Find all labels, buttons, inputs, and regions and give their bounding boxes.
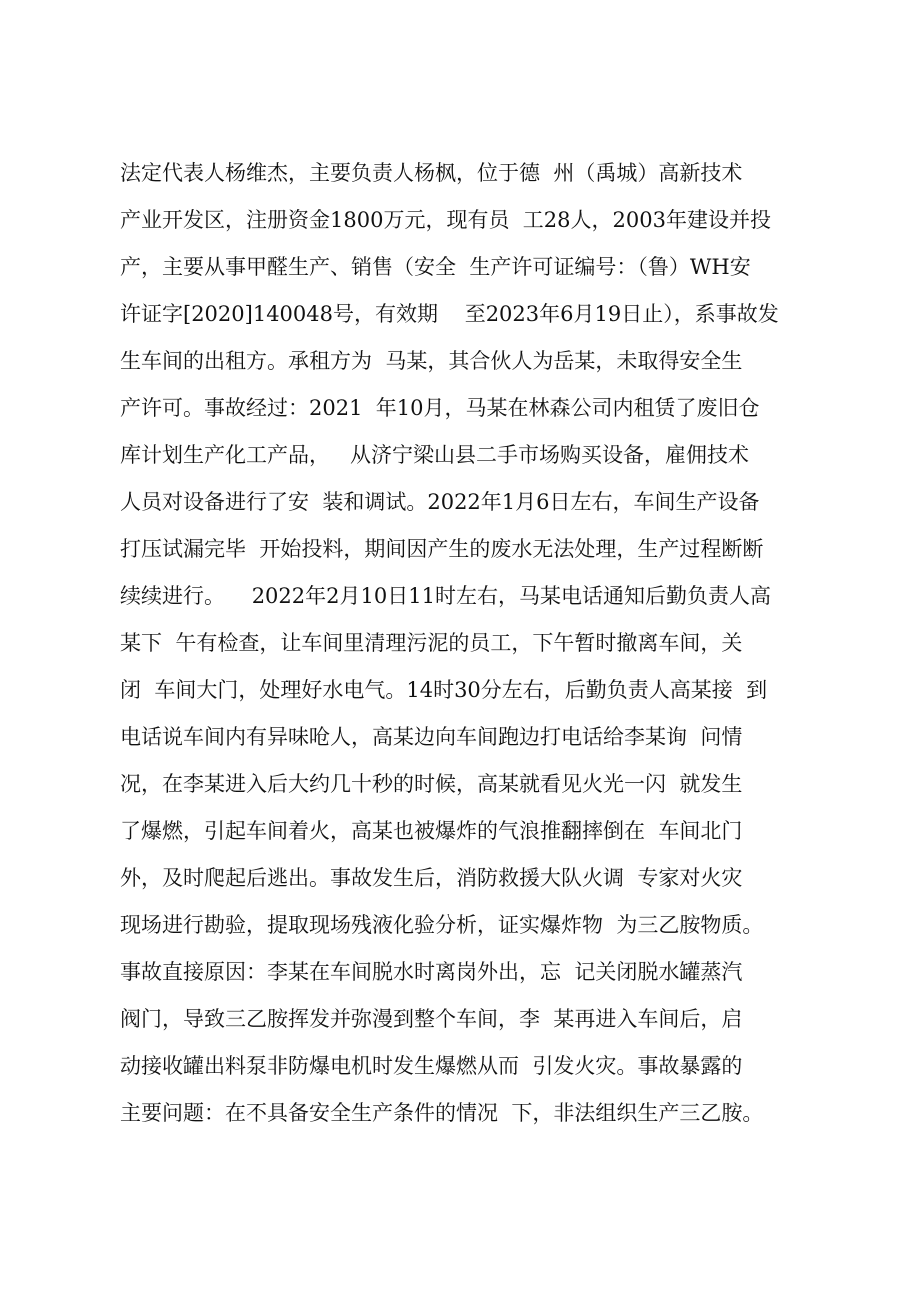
text-line: 闭 车间大门，处理好水电气。14时30分左右，后勤负责人高某接 到 [120, 678, 768, 702]
text-line: 外，及时爬起后逃出。事故发生后，消防救援大队火调 专家对火灾 [120, 866, 743, 890]
body-text [120, 150, 840, 1137]
text-line: 许证字[2020]140048号，有效期 至2023年6月19日止），系事故发 [120, 302, 779, 326]
text-line: 某下 午有检查，让车间里清理污泥的员工，下午暂时撤离车间，关 [120, 631, 743, 655]
text-line: 了爆燃，引起车间着火，高某也被爆炸的气浪推翻摔倒在 车间北门 [120, 819, 743, 843]
text-line: 产业开发区，注册资金1800万元，现有员 工28人，2003年建设并投 [120, 208, 771, 232]
text-line: 产，主要从事甲醛生产、销售（安全 生产许可证编号：（鲁）WH安 [120, 255, 751, 279]
text-line: 现场进行勘验，提取现场残液化验分析，证实爆炸物 为三乙胺物质。 [120, 913, 764, 937]
text-line: 阀门，导致三乙胺挥发并弥漫到整个车间，李 某再进入车间后，启 [120, 1007, 743, 1031]
text-line: 事故直接原因：李某在车间脱水时离岗外出，忘 记关闭脱水罐蒸汽 [120, 960, 743, 984]
text-line: 动接收罐出料泵非防爆电机时发生爆燃从而 引发火灾。事故暴露的 [120, 1054, 743, 1078]
text-line: 打压试漏完毕 开始投料，期间因产生的废水无法处理，生产过程断断 [120, 537, 764, 561]
text-line: 库计划生产化工产品， 从济宁梁山县二手市场购买设备，雇佣技术 [120, 443, 750, 467]
text-line: 电话说车间内有异味呛人，高某边向车间跑边打电话给李某询 问情 [120, 725, 743, 749]
text-line: 人员对设备进行了安 装和调试。2022年1月6日左右，车间生产设备 [120, 490, 760, 514]
text-line: 生车间的出租方。承租方为 马某，其合伙人为岳某，未取得安全生 [120, 349, 743, 373]
text-line: 主要问题：在不具备安全生产条件的情况 下，非法组织生产三乙胺。 [120, 1101, 764, 1125]
text-line: 产许可。事故经过：2021 年10月，马某在林森公司内租赁了废旧仓 [120, 396, 760, 420]
text-line: 续续进行。 2022年2月10日11时左右，马某电话通知后勤负责人高 [120, 584, 771, 608]
text-line: 况，在李某进入后大约几十秒的时候，高某就看见火光一闪 就发生 [120, 772, 743, 796]
text-line: 法定代表人杨维杰，主要负责人杨枫，位于德 州（禹城）高新技术 [120, 161, 743, 185]
